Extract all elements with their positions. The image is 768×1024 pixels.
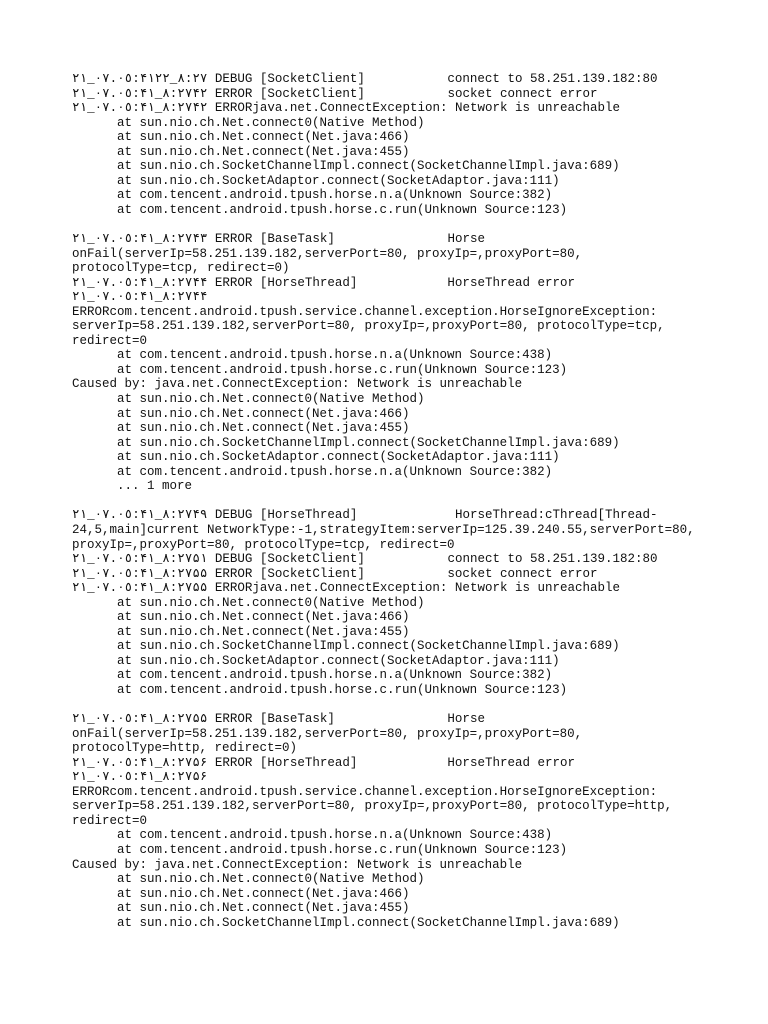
- stack-trace-line: at sun.nio.ch.Net.connect(Net.java:455): [72, 421, 410, 436]
- stack-trace-line: at sun.nio.ch.Net.connect(Net.java:466): [72, 130, 410, 145]
- stack-trace-line: at sun.nio.ch.SocketChannelImpl.connect(SocketChannelImpl.java:689): [72, 639, 620, 654]
- log-line: ٠٧.٠٥_٢١:۴٨:٢٧_١٢٢ DEBUG [SocketClient] connect to 58.251.139.182:80: [72, 72, 658, 86]
- log-line: ٠٧.٠٥_٢١:۴٨:٢٧_١۴٩ DEBUG [HorseThread] HorseThread:cThread[Thread-: [72, 508, 658, 523]
- log-line: serverIp=58.251.139.182,serverPort=80, proxyIp=,proxyPort=80, protocolType=http,: [72, 799, 673, 814]
- log-line: proxyIp=,proxyPort=80, protocolType=tcp, redirect=0: [72, 537, 455, 552]
- stack-trace-line: at com.tencent.android.tpush.horse.n.a(Unknown Source:382): [72, 668, 553, 683]
- stack-trace-line: at sun.nio.ch.Net.connect0(Native Method): [72, 115, 425, 130]
- stack-trace-line: at com.tencent.android.tpush.horse.c.run(Unknown Source:123): [72, 202, 568, 217]
- caused-by-line: Caused by: java.net.ConnectException: Network is unreachable: [72, 377, 523, 392]
- blank-line: [72, 217, 712, 232]
- stack-trace-line: at sun.nio.ch.Net.connect(Net.java:455): [72, 901, 410, 916]
- log-line: ٠٧.٠٥_٢١:۴٨:٢٧_١۵۵ ERRORjava.net.ConnectException: Network is unreachable: [72, 581, 620, 596]
- log-line: protocolType=tcp, redirect=0): [72, 261, 290, 276]
- stack-trace-line: at sun.nio.ch.Net.connect0(Native Method): [72, 595, 425, 610]
- stack-trace-line: at sun.nio.ch.Net.connect(Net.java:455): [72, 624, 410, 639]
- stack-trace-line: at com.tencent.android.tpush.horse.n.a(Unknown Source:438): [72, 828, 553, 843]
- stack-trace-line: at sun.nio.ch.SocketAdaptor.connect(SocketAdaptor.java:111): [72, 653, 560, 668]
- stack-trace-line: at sun.nio.ch.Net.connect(Net.java:466): [72, 610, 410, 625]
- log-line: ٠٧.٠٥_٢١:۴٨:٢٧_١۵١ DEBUG [SocketClient] connect to 58.251.139.182:80: [72, 552, 658, 567]
- log-line: protocolType=http, redirect=0): [72, 741, 298, 756]
- stack-trace-line: at sun.nio.ch.Net.connect0(Native Method): [72, 392, 425, 407]
- log-line: ٠٧.٠٥_٢١:۴٨:٢٧_١۴٢ ERRORjava.net.ConnectException: Network is unreachable: [72, 101, 620, 116]
- stack-trace-line: at sun.nio.ch.SocketAdaptor.connect(SocketAdaptor.java:111): [72, 173, 560, 188]
- stack-trace-line: at com.tencent.android.tpush.horse.n.a(Unknown Source:382): [72, 464, 553, 479]
- stack-trace-line: ... 1 more: [72, 479, 193, 494]
- stack-trace-line: at com.tencent.android.tpush.horse.n.a(Unknown Source:382): [72, 188, 553, 203]
- log-line: redirect=0: [72, 333, 148, 348]
- log-line: redirect=0: [72, 813, 148, 828]
- log-line: ٠٧.٠٥_٢١:۴٨:٢٧_١۵۵ ERROR [BaseTask] Horse: [72, 712, 485, 727]
- stack-trace-line: at sun.nio.ch.SocketAdaptor.connect(SocketAdaptor.java:111): [72, 450, 560, 465]
- stack-trace-line: at sun.nio.ch.Net.connect(Net.java:455): [72, 144, 410, 159]
- stack-trace-line: at sun.nio.ch.SocketChannelImpl.connect(SocketChannelImpl.java:689): [72, 159, 620, 174]
- log-document: [72, 72, 712, 930]
- log-line: 24,5,main]current NetworkType:-1,strategyItem:serverIp=125.39.240.55,serverPort=80,: [72, 522, 695, 537]
- log-line: ٠٧.٠٥_٢١:۴٨:٢٧_١۵۵ ERROR [SocketClient] socket connect error: [72, 566, 598, 581]
- stack-trace-line: at com.tencent.android.tpush.horse.c.run(Unknown Source:123): [72, 842, 568, 857]
- caused-by-line: Caused by: java.net.ConnectException: Network is unreachable: [72, 857, 523, 872]
- log-line: serverIp=58.251.139.182,serverPort=80, proxyIp=,proxyPort=80, protocolType=tcp,: [72, 319, 665, 334]
- log-line: ٠٧.٠٥_٢١:۴٨:٢٧_١۴۴ ERROR [HorseThread] HorseThread error: [72, 275, 575, 290]
- stack-trace-line: at sun.nio.ch.Net.connect0(Native Method): [72, 872, 425, 887]
- stack-trace-line: at com.tencent.android.tpush.horse.c.run(Unknown Source:123): [72, 362, 568, 377]
- log-line: ERRORcom.tencent.android.tpush.service.channel.exception.HorseIgnoreException:: [72, 784, 658, 799]
- log-line: ٠٧.٠٥_٢١:۴٨:٢٧_١۵۶: [72, 770, 208, 785]
- stack-trace-line: at sun.nio.ch.SocketChannelImpl.connect(SocketChannelImpl.java:689): [72, 435, 620, 450]
- log-line: ٠٧.٠٥_٢١:۴٨:٢٧_١۵۶ ERROR [HorseThread] HorseThread error: [72, 755, 575, 770]
- stack-trace-line: at com.tencent.android.tpush.horse.c.run(Unknown Source:123): [72, 682, 568, 697]
- stack-trace-line: at sun.nio.ch.Net.connect(Net.java:466): [72, 886, 410, 901]
- log-line: ٠٧.٠٥_٢١:۴٨:٢٧_١۴۴: [72, 290, 208, 305]
- log-line: ٠٧.٠٥_٢١:۴٨:٢٧_١۴٣ ERROR [BaseTask] Horse: [72, 232, 485, 247]
- log-line: onFail(serverIp=58.251.139.182,serverPort=80, proxyIp=,proxyPort=80,: [72, 246, 583, 261]
- stack-trace-line: at com.tencent.android.tpush.horse.n.a(Unknown Source:438): [72, 348, 553, 363]
- log-line: onFail(serverIp=58.251.139.182,serverPort=80, proxyIp=,proxyPort=80,: [72, 726, 583, 741]
- blank-line: [72, 494, 712, 509]
- blank-line: [72, 698, 712, 713]
- stack-trace-line: at sun.nio.ch.SocketChannelImpl.connect(SocketChannelImpl.java:689): [72, 915, 620, 930]
- log-line: ٠٧.٠٥_٢١:۴٨:٢٧_١۴٢ ERROR [SocketClient] socket connect error: [72, 86, 598, 101]
- log-line: ERRORcom.tencent.android.tpush.service.channel.exception.HorseIgnoreException:: [72, 304, 658, 319]
- stack-trace-line: at sun.nio.ch.Net.connect(Net.java:466): [72, 406, 410, 421]
